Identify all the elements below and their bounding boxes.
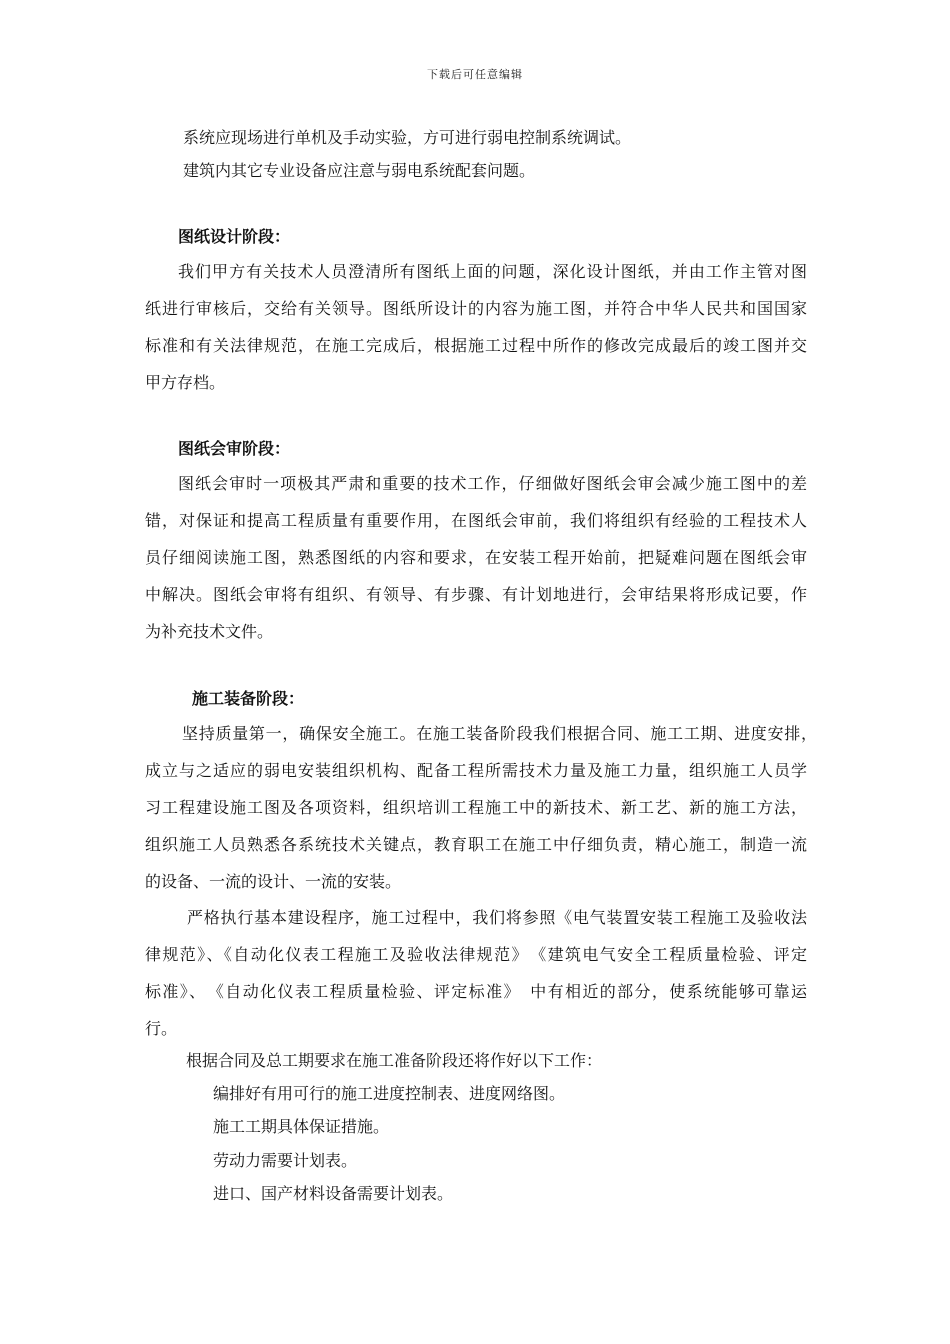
paragraph-line: 的设备、一流的设计、一流的安装。	[145, 872, 402, 891]
paragraph-line: 中解决。图纸会审将有组织、有领导、有步骤、有计划地进行，会审结果将形成记要，作	[145, 585, 807, 604]
list-item: 进口、国产材料设备需要计划表。	[213, 1184, 454, 1203]
paragraph-line: 根据合同及总工期要求在施工准备阶段还将作好以下工作：	[186, 1051, 603, 1070]
paragraph-line: 成立与之适应的弱电安装组织机构、配备工程所需技术力量及施工力量，组织施工人员学	[145, 761, 807, 780]
paragraph-line: 习工程建设施工图及各项资料，组织培训工程施工中的新技术、新工艺、新的施工方法，	[145, 798, 807, 817]
paragraph-line: 甲方存档。	[145, 373, 226, 392]
paragraph-line: 严格执行基本建设程序，施工过程中，我们将参照《电气装置安装工程施工及验收法	[187, 908, 807, 927]
intro-line: 系统应现场进行单机及手动实验，方可进行弱电控制系统调试。	[183, 128, 632, 147]
paragraph-line: 坚持质量第一，确保安全施工。在施工装备阶段我们根据合同、施工工期、进度安排，	[182, 724, 817, 743]
paragraph-line: 我们甲方有关技术人员澄清所有图纸上面的问题，深化设计图纸，并由工作主管对图	[178, 262, 807, 281]
paragraph-line: 为补充技术文件。	[145, 622, 274, 641]
paragraph-line: 图纸会审时一项极其严肃和重要的技术工作，仔细做好图纸会审会减少施工图中的差	[178, 474, 807, 493]
paragraph-line: 错，对保证和提高工程质量有重要作用，在图纸会审前，我们将组织有经验的工程技术人	[145, 511, 807, 530]
paragraph-line: 纸进行审核后，交给有关领导。图纸所设计的内容为施工图，并符合中华人民共和国国家	[145, 299, 807, 318]
list-item: 劳动力需要计划表。	[213, 1151, 358, 1170]
paragraph-line: 标准和有关法律规范，在施工完成后，根据施工过程中所作的修改完成最后的竣工图并交	[145, 336, 807, 355]
paragraph-line: 员仔细阅读施工图，熟悉图纸的内容和要求，在安装工程开始前，把疑难问题在图纸会审	[145, 548, 807, 567]
intro-line: 建筑内其它专业设备应注意与弱电系统配套问题。	[183, 161, 536, 180]
paragraph-line: 律规范》、《自动化仪表工程施工及验收法律规范》 《建筑电气安全工程质量检验、评定	[145, 945, 807, 964]
section-heading-review: 图纸会审阶段：	[178, 439, 291, 458]
paragraph-line: 行。	[145, 1019, 178, 1038]
page-header: 下载后可任意编辑	[427, 68, 523, 81]
section-heading-preparation: 施工装备阶段：	[192, 689, 305, 708]
list-item: 施工工期具体保证措施。	[213, 1117, 390, 1136]
paragraph-line: 标准》、 《自动化仪表工程质量检验、评定标准》 中有相近的部分，使系统能够可靠运	[145, 982, 807, 1001]
list-item: 编排好有用可行的施工进度控制表、进度网络图。	[213, 1084, 566, 1103]
paragraph-line: 组织施工人员熟悉各系统技术关键点，教育职工在施工中仔细负责，精心施工，制造一流	[145, 835, 807, 854]
section-heading-design: 图纸设计阶段：	[178, 227, 291, 246]
